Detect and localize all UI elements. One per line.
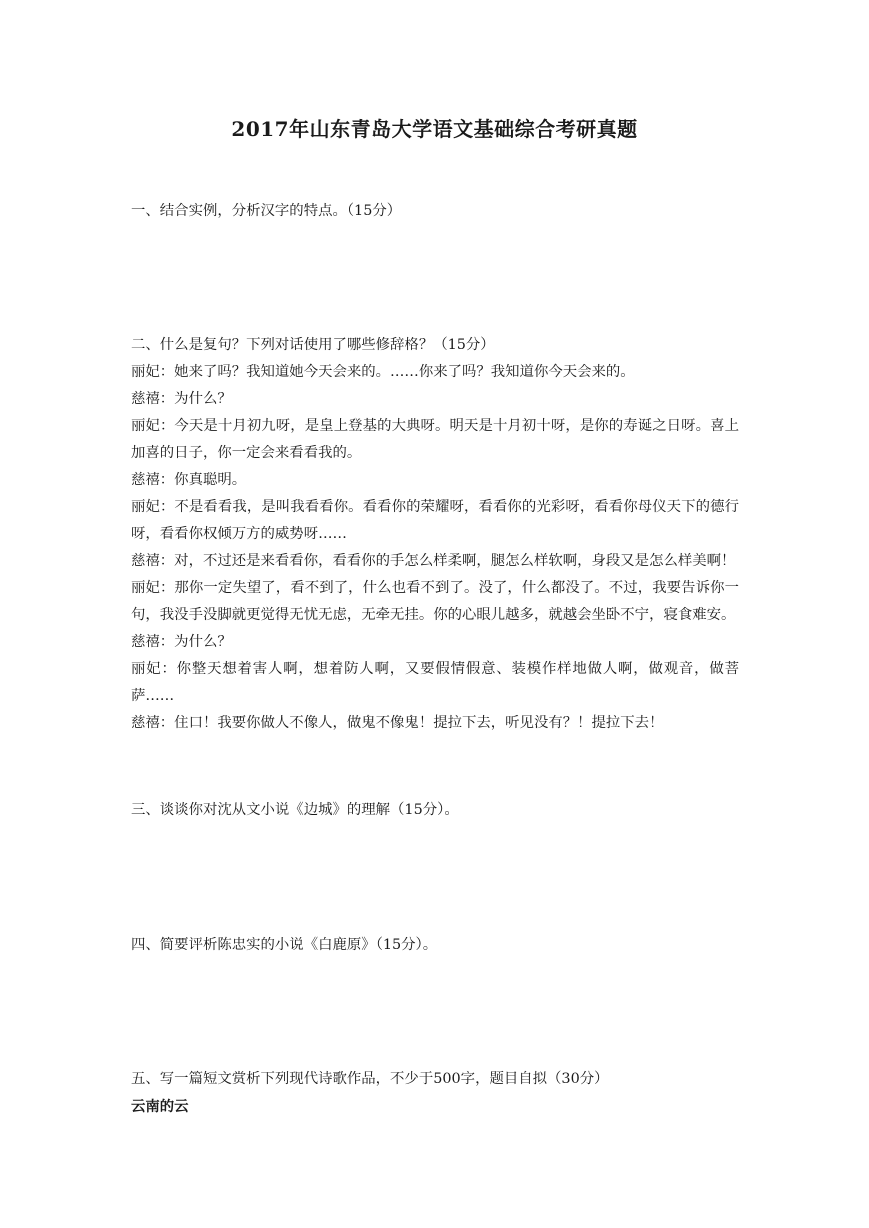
poem-title: 云南的云 <box>131 1098 189 1115</box>
dialogue-line: 慈禧：你真聪明。 <box>131 472 247 488</box>
dialogue-line: 慈禧：住口！我要你做人不像人，做鬼不像鬼！提拉下去，听见没有？！提拉下去！ <box>131 715 664 731</box>
dialogue-line: 丽妃：那你一定失望了，看不到了，什么也看不到了。没了，什么都没了。不过，我要告诉你一句，我没手没脚就更觉得无忧无虑，无牵无挂。你的心眼儿越多，就越会坐卧不宁，寝食难安。 <box>131 580 739 623</box>
dialogue-line: 慈禧：为什么？ <box>131 634 232 650</box>
dialogue-line: 慈禧：对，不过还是来看看你，看看你的手怎么样柔啊，腿怎么样软啊，身段又是怎么样美啊！ <box>131 553 736 569</box>
question-2-text: 二、什么是复句？下列对话使用了哪些修辞格？（15分） <box>131 337 495 353</box>
dialogue-line: 丽妃：今天是十月初九呀，是皇上登基的大典呀。明天是十月初十呀，是你的寿诞之日呀。喜上加喜的日子，你一定会来看看我的。 <box>131 418 739 461</box>
question-4-text: 四、简要评析陈忠实的小说《白鹿原》（15分）。 <box>131 937 438 953</box>
question-5 <box>131 1066 739 1120</box>
question-1-text: 一、结合实例，分析汉字的特点。（15分） <box>131 203 402 219</box>
dialogue-line: 丽妃：不是看看我，是叫我看看你。看看你的荣耀呀，看看你的光彩呀，看看你母仪天下的德行呀，看看你权倾万方的威势呀…… <box>131 499 739 542</box>
question-1 <box>131 198 739 225</box>
dialogue-line: 丽妃：她来了吗？我知道她今天会来的。……你来了吗？我知道你今天会来的。 <box>131 364 635 380</box>
question-4 <box>131 932 739 959</box>
question-3 <box>131 797 739 824</box>
question-2 <box>131 332 739 737</box>
question-3-text: 三、谈谈你对沈从文小说《边城》的理解（15分）。 <box>131 802 459 818</box>
dialogue-line: 慈禧：为什么？ <box>131 391 232 407</box>
question-5-text: 五、写一篇短文赏析下列现代诗歌作品，不少于500字，题目自拟（30分） <box>131 1071 609 1087</box>
document-title: 2017年山东青岛大学语文基础综合考研真题 <box>231 117 638 141</box>
dialogue-line: 丽妃：你整天想着害人啊，想着防人啊，又要假情假意、装模作样地做人啊，做观音，做菩萨…… <box>131 661 739 704</box>
